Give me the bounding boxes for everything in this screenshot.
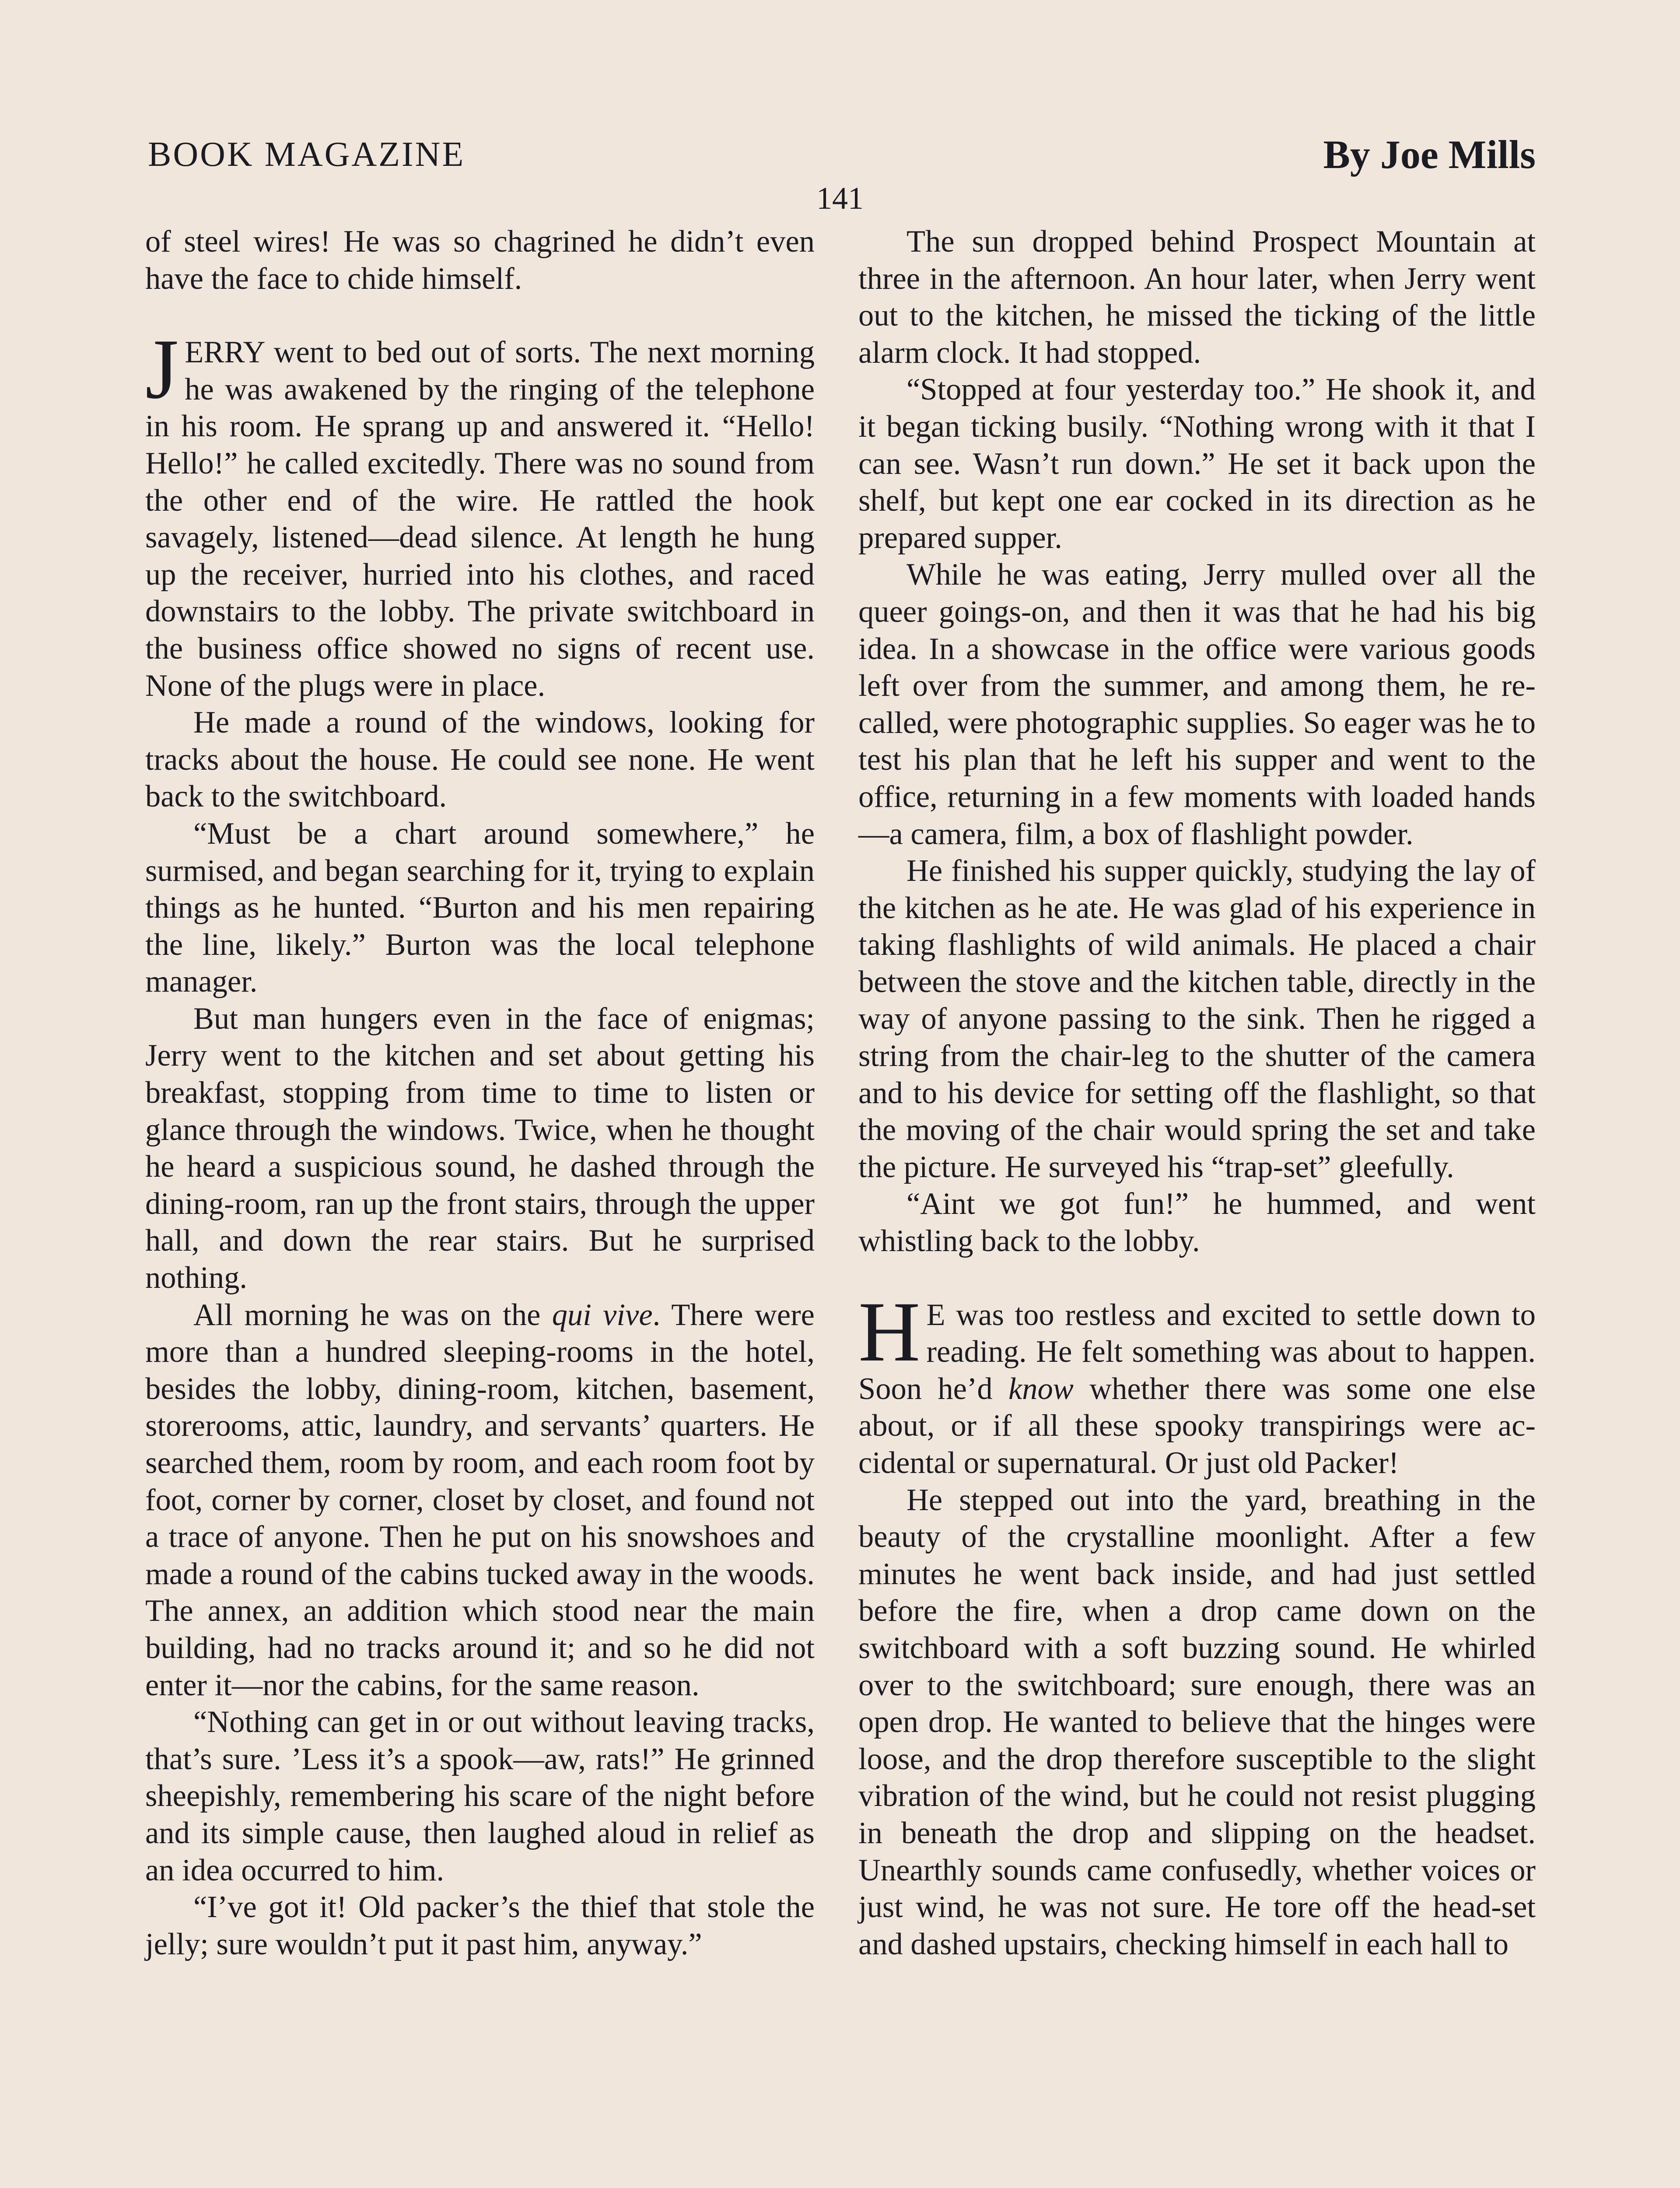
paragraph-text: All morning he was on the (193, 1297, 552, 1332)
drop-cap: H (858, 1284, 920, 1379)
paragraph: of steel wires! He was so chagrined he didn’t even have the face to chide himself. (145, 224, 815, 296)
paragraph (145, 322, 815, 704)
paragraph (858, 1284, 1536, 1482)
paragraph: But man hungers even in the face of enigmas; Jerry went to the kitchen and set about getting his breakfast, stopping from time to time to listen or glance through the windows. Twice, when he thought he heard a suspicious sound, he dashed through the dining-room, ran up the front stairs, through the upper hall, and down the rear stairs. But he surprised nothing. (145, 1001, 815, 1295)
italic-word: know (1008, 1371, 1074, 1406)
paragraph-text: ERRY went to bed out of sorts. The next morning he was awakened by the ringing of the telephone in his room. He sprang up and answered it. “Hello! Hello!” he called excitedly. There was no sound from the other end of the wire. He rattled the hook savagely, listened—dead silence. At length he hung up the receiver, hurried into his clothes, and raced downstairs to the lobby. The private switchboard in the business office showed no signs of recent use. None of the plugs were in place. (145, 335, 815, 703)
page-number: 141 (816, 181, 864, 216)
paragraph: He made a round of the windows, looking for tracks about the house. He could see none. He went back to the switchboard. (145, 705, 815, 814)
paragraph: He finished his supper quickly, studying the lay of the kitchen as he ate. He was glad of his experience in taking flashlights of wild animals. He placed a chair between the stove and the kitchen table, directly in the way of anyone passing to the sink. Then he rigged a string from the chair-leg to the shutter of the camera and to his device for setting off the flashlight, so that the moving of the chair would spring the set and take the picture. He surveyed his “trap-set” gleefully. (858, 854, 1536, 1184)
paragraph: He stepped out into the yard, breathing in the beauty of the crystalline moonlight. After a few minutes he went back inside, and had just settled before the fire, when a drop came down on the switchboard with a soft buzzing sound. He whirled over to the switchboard; sure enough, there was an open drop. He wanted to believe that the hinges were loose, and the drop therefore susceptible to the slight vibration of the wind, but he could not resist plugging in beneath the drop and slipping on the headset. Unearthly sounds came confusedly, whether voices or just wind, he was not sure. He tore off the head-set and dashed upstairs, checking himself in each hall to (858, 1483, 1536, 1961)
author-byline: By Joe Mills (1323, 132, 1536, 177)
paragraph (145, 1297, 815, 1704)
paragraph: While he was eating, Jerry mulled over all the queer goings-on, and then it was that he had his big idea. In a showcase in the office were various goods left over from the summer, and among them, he recalled, were photographic supplies. So eager was he to test his plan that he left his supper and went to the office, returning in a few moments with loaded hands—a camera, film, a box of flashlight powder. (858, 558, 1536, 851)
left-column (145, 223, 815, 1963)
paragraph: “Stopped at four yesterday too.” He shook it, and it began ticking busily. “Nothing wrong with it that I can see. Wasn’t run down.” He set it back upon the shelf, but kept one ear cocked in its direction as he prepared supper. (858, 372, 1536, 555)
italic-phrase: qui vive (552, 1297, 653, 1332)
paragraph: “Must be a chart around somewhere,” he surmised, and began searching for it, trying to explain things as he hunted. “Burton and his men repairing the line, likely.” Burton was the local telephone manager. (145, 816, 815, 999)
paragraph-text: . There were more than a hundred sleeping-rooms in the hotel, besides the lobby, dining-room, kitchen, basement, storerooms, attic, laundry, and servants’ quarters. He searched them, room by room, and each room foot by foot, corner by corner, closet by closet, and found not a trace of anyone. Then he put on his snowshoes and made a round of the cabins tucked away in the woods. The annex, an addition which stood near the main building, had no tracks around it; and so he did not enter it—nor the cabins, for the same reason. (145, 1297, 815, 1702)
paragraph: “Aint we got fun!” he hummed, and went whistling back to the lobby. (858, 1187, 1536, 1259)
paragraph: The sun dropped behind Prospect Mountain at three in the afternoon. An hour later, when Jerry went out to the kitchen, he missed the ticking of the little alarm clock. It had stopped. (858, 224, 1536, 370)
drop-cap: J (145, 322, 179, 417)
paragraph: “Nothing can get in or out without leaving tracks, that’s sure. ’Less it’s a spook—aw, rats!” He grinned sheepishly, remembering his scare of the night before and its simple cause, then laughed aloud in relief as an idea occurred to him. (145, 1705, 815, 1887)
paragraph-text: E was too restless and excited to settle down to reading. He felt something was about to happen. Soon he’d (858, 1297, 1536, 1406)
right-column (858, 223, 1536, 1963)
paragraph-text: whether there was some one else about, or if all these spooky transpirings were accidental or supernatural. Or just old Packer! (858, 1371, 1536, 1480)
magazine-title: BOOK MAGAZINE (148, 135, 466, 174)
paragraph: “I’ve got it! Old packer’s the thief that stole the jelly; sure wouldn’t put it past him, anyway.” (145, 1890, 815, 1961)
